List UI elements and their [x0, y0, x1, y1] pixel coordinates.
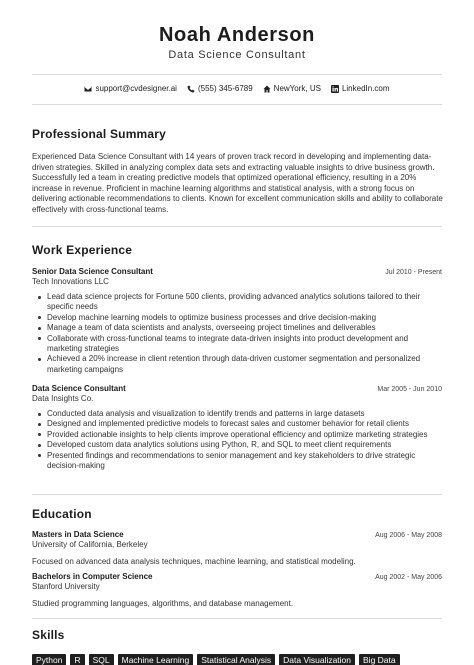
job-bullets — [32, 292, 442, 375]
contact-linkedin-text: LinkedIn.com — [341, 84, 390, 93]
summary-title: Professional Summary — [32, 127, 167, 141]
list-item: Developed custom data analytics solutions using Python, R, and SQL to meet client requirements — [32, 440, 442, 450]
home-icon — [263, 85, 271, 93]
skills-title: Skills — [32, 628, 65, 642]
divider — [32, 74, 442, 75]
experience-title: Work Experience — [32, 243, 133, 257]
skill-tag: Machine Learning — [118, 654, 194, 665]
divider — [32, 104, 442, 105]
candidate-name: Noah Anderson — [159, 24, 315, 46]
skill-tag: SQL — [89, 654, 114, 665]
skill-tag: Data Visualization — [279, 654, 355, 665]
skill-tag: Big Data — [359, 654, 400, 665]
degree-title: Masters in Data Science — [32, 530, 124, 539]
job-date: Jul 2010 - Present — [385, 269, 442, 276]
linkedin-icon — [331, 85, 339, 93]
list-item: Manage a team of data scientists and analysts, overseeing project timelines and deliverables — [32, 323, 442, 333]
contact-linkedin[interactable] — [331, 84, 390, 93]
list-item: Presented findings and recommendations to senior management and key stakeholders to drive strategic decision-making — [32, 451, 442, 472]
education-entry — [32, 530, 442, 566]
degree-date: Aug 2006 - May 2008 — [375, 532, 442, 539]
degree-description: Studied programming languages, algorithms, and database management. — [32, 599, 294, 608]
skill-tag: R — [70, 654, 84, 665]
phone-icon — [187, 85, 195, 93]
skills-list — [32, 654, 404, 665]
degree-description: Focused on advanced data analysis techniques, machine learning, and statistical modeling. — [32, 557, 356, 566]
school-name: Stanford University — [32, 582, 100, 591]
education-title: Education — [32, 507, 92, 521]
contact-phone-text: (555) 345-6789 — [197, 84, 253, 93]
list-item: Conducted data analysis and visualization to identify trends and patterns in large datasets — [32, 409, 442, 419]
job-entry — [32, 267, 442, 375]
contact-phone[interactable] — [187, 84, 253, 93]
job-entry — [32, 384, 442, 471]
job-date: Mar 2005 - Jun 2010 — [377, 386, 442, 393]
degree-title: Bachelors in Computer Science — [32, 572, 153, 581]
resume-header — [0, 24, 474, 61]
candidate-role: Data Science Consultant — [168, 49, 306, 61]
list-item: Collaborate with cross-functional teams to integrate data-driven insights into product development and marketing strategies — [32, 334, 442, 355]
divider — [32, 494, 442, 495]
job-title: Data Science Consultant — [32, 384, 126, 393]
skill-tag: Statistical Analysis — [197, 654, 275, 665]
job-title: Senior Data Science Consultant — [32, 267, 153, 276]
divider — [32, 618, 442, 619]
job-bullets — [32, 409, 442, 471]
job-company: Data Insights Co. — [32, 394, 94, 403]
contact-location-text: NewYork, US — [273, 84, 321, 93]
school-name: University of California, Berkeley — [32, 540, 148, 549]
envelope-icon — [84, 85, 92, 93]
list-item: Lead data science projects for Fortune 500 clients, providing advanced analytics solutions tailored to their specific needs — [32, 292, 442, 313]
job-company: Tech Innovations LLC — [32, 277, 109, 286]
contact-bar — [0, 84, 474, 93]
contact-email[interactable] — [84, 84, 177, 93]
list-item: Provided actionable insights to help clients improve operational efficiency and optimize marketing strategies — [32, 430, 442, 440]
contact-email-text: support@cvdesigner.ai — [95, 84, 177, 93]
contact-location — [263, 84, 321, 93]
list-item: Achieved a 20% increase in client retention through data-driven customer segmentation and personalized marketing campaigns — [32, 354, 442, 375]
list-item: Designed and implemented predictive models to forecast sales and customer behavior for retail clients — [32, 419, 442, 429]
skill-tag: Python — [32, 654, 66, 665]
list-item: Develop machine learning models to optimize business processes and drive decision-making — [32, 313, 442, 323]
education-entry — [32, 572, 442, 608]
summary-text: Experienced Data Science Consultant with 14 years of proven track record in developing and implementing data-driven strategies. Skilled in analyzing complex data sets and extracting valuable insights to drive business growth. Successfully led a team in creating predictive models that optimized operational efficiency, resulting in a 20% increase in revenue. Proficient in machine learning algorithms and statistical analysis, with a strong focus on delivering actionable recommendations to clients. Known for excellent communication skills and ability to collaborate effectively with cross-functional teams. — [32, 152, 443, 214]
divider — [32, 226, 442, 227]
degree-date: Aug 2002 - May 2006 — [375, 574, 442, 581]
